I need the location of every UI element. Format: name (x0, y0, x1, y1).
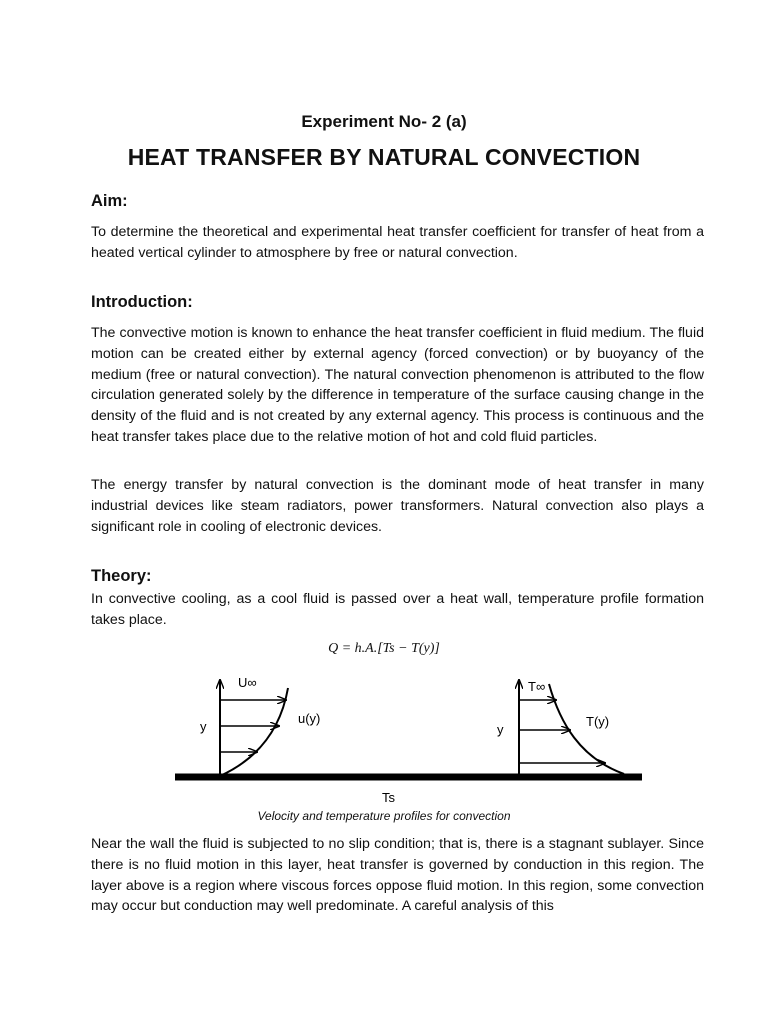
ts-label: Ts (382, 790, 395, 805)
temperature-profile (497, 679, 624, 776)
experiment-number: Experiment No- 2 (a) (301, 112, 467, 131)
introduction-paragraph-2: The energy transfer by natural convection is the dominant mode of heat transfer in many industrial devices like steam radiators, power transformers. Natural convection also plays a significant role in cooling of electronic devices. (91, 477, 704, 535)
velocity-profile (200, 675, 320, 776)
formula-text: Q = h.A.[Ts − T(y)] (328, 641, 440, 656)
y-label-right: y (497, 722, 504, 737)
introduction-heading: Introduction: (91, 293, 193, 311)
t-infinity-label: T∞ (528, 679, 546, 694)
introduction-paragraph-1: The convective motion is known to enhance the heat transfer coefficient in fluid medium. The fluid motion can be created either by external agency (forced convection) or by buoyancy of the medium (free or natural convection). The natural convection phenomenon is attributed to the flow circulation generated solely by the difference in temperature of the surface causing change in the density of the fluid and is not created by any external agency. This process is continuous and the heat transfer takes place due to the relative motion of hot and cold fluid particles. (91, 325, 704, 445)
convection-profiles-diagram (150, 668, 650, 808)
theory-paragraph-2: Near the wall the fluid is subjected to no slip condition; that is, there is a stagnant sublayer. Since there is no fluid motion in this layer, heat transfer is governed by conduction in this region. The layer above is a region where viscous forces oppose fluid motion. In this region, some convection may occur but conduction may well predominate. A careful analysis of this (91, 836, 704, 915)
heat-transfer-formula (0, 641, 768, 657)
aim-text: To determine the theoretical and experimental heat transfer coefficient for transfer of heat from a heated vertical cylinder to atmosphere by free or natural convection. (91, 224, 704, 261)
theory-heading: Theory: (91, 567, 152, 585)
temperature-curve (549, 684, 624, 774)
page-title: HEAT TRANSFER BY NATURAL CONVECTION (127, 144, 641, 170)
theory-text: In convective cooling, as a cool fluid is passed over a heat wall, temperature profile formation takes place. (91, 591, 704, 628)
u-infinity-label: U∞ (238, 675, 257, 690)
figure-caption: Velocity and temperature profiles for convection (257, 809, 511, 823)
u-y-label: u(y) (298, 711, 321, 726)
y-label-left: y (200, 719, 207, 734)
t-y-label: T(y) (586, 714, 610, 729)
aim-heading: Aim: (91, 192, 128, 210)
velocity-curve (220, 688, 288, 776)
